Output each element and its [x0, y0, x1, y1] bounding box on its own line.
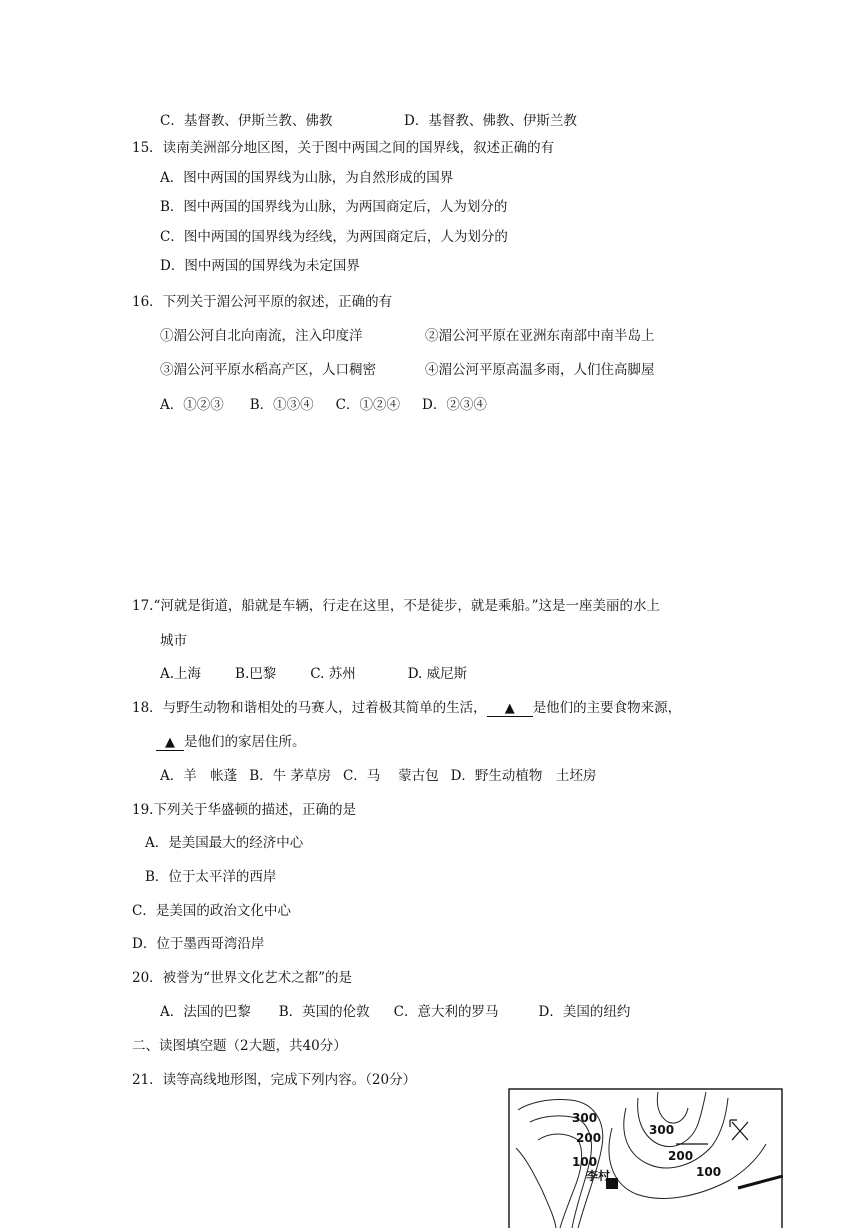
q16-statement-3: ③湄公河平原水稻高产区，人口稠密: [160, 362, 376, 378]
q18-stem-a: 18．与野生动物和谐相处的马赛人，过着极其简单的生活，: [132, 700, 487, 716]
q15-option-d: D．图中两国的国界线为未定国界: [160, 258, 360, 274]
q17-option-c: C. 苏州: [310, 666, 356, 682]
q19-option-c: C．是美国的政治文化中心: [132, 903, 291, 919]
q20-stem: 20．被誉为“世界文化艺术之都”的是: [132, 970, 352, 986]
q18-stem-line2: [156, 733, 306, 751]
q19-option-b: B．位于太平洋的西岸: [145, 869, 277, 885]
q19-option-d: D．位于墨西哥湾沿岸: [132, 936, 265, 952]
section-2-title: 二、读图填空题（2大题，共40分）: [132, 1038, 347, 1054]
q14-option-d: D．基督教、佛教、伊斯兰教: [404, 113, 577, 129]
contour-line: [657, 1092, 688, 1123]
contour-label: 100: [696, 1165, 722, 1179]
contour-line: [638, 1092, 706, 1147]
q17-stem-line2: 城市: [160, 633, 187, 649]
q16-option-c: C．①②④: [335, 397, 401, 413]
q20-options: [160, 1003, 630, 1021]
q16-statement-4: ④湄公河平原高温多雨，人们住高脚屋: [425, 362, 655, 378]
q17-option-a: A.上海: [160, 666, 202, 682]
cross-marker-icon: [732, 1122, 748, 1140]
q18-options: [160, 767, 596, 785]
q18-option-a: A．羊 帐蓬: [160, 768, 238, 784]
q14-option-c: C．基督教、伊斯兰教、佛教: [160, 113, 333, 129]
village-label: 李村: [586, 1169, 611, 1183]
q18-stem-b: 是他们的主要食物来源，: [532, 700, 682, 716]
q16-stem: 16．下列关于湄公河平原的叙述，正确的有: [132, 294, 393, 310]
q16-options: [160, 396, 487, 414]
q18-blank-2[interactable]: ▲: [156, 735, 184, 751]
q20-option-c: C．意大利的罗马: [393, 1004, 499, 1020]
q15-option-a: A．图中两国的国界线为山脉，为自然形成的国界: [160, 170, 454, 186]
contour-label: 300: [572, 1111, 598, 1125]
q18-option-d: D．野生动植物 土坯房: [450, 768, 597, 784]
road-line: [738, 1176, 783, 1188]
contour-label: 300: [649, 1123, 675, 1137]
contour-label: 100: [572, 1155, 598, 1169]
q16-statement-1: ①湄公河自北向南流，注入印度洋: [160, 328, 363, 344]
q17-option-b: B.巴黎: [235, 666, 277, 682]
q18-blank-1[interactable]: ▲: [487, 701, 533, 717]
q16-option-b: B．①③④: [249, 397, 314, 413]
contour-label: 200: [576, 1131, 602, 1145]
q18-stem-c: 是他们的家居住所。: [184, 734, 306, 750]
q16-option-d: D．②③④: [422, 397, 487, 413]
q15-stem: 15．读南美洲部分地区图，关于图中两国之间的国界线，叙述正确的有: [132, 140, 555, 156]
q20-option-b: B．英国的伦敦: [278, 1004, 370, 1020]
q21-stem: 21．读等高线地形图，完成下列内容。（20分）: [132, 1072, 417, 1088]
contour-map-graphic: [508, 1088, 783, 1228]
q17-options: [160, 665, 467, 683]
q15-option-c: C．图中两国的国界线为经线，为两国商定后，人为划分的: [160, 229, 508, 245]
q18-option-c: C．马 蒙古包: [342, 768, 439, 784]
contour-label: 200: [668, 1149, 694, 1163]
q18-stem-line1: [132, 699, 681, 717]
q19-option-a: A．是美国最大的经济中心: [145, 835, 304, 851]
contour-line: [516, 1148, 556, 1228]
q19-stem: 19.下列关于华盛顿的描述，正确的是: [132, 802, 356, 818]
q17-stem-line1: 17.“河就是街道，船就是车辆，行走在这里，不是徒步，就是乘船。”这是一座美丽的水上: [132, 598, 661, 614]
map-border: [509, 1089, 782, 1228]
q15-option-b: B．图中两国的国界线为山脉，为两国商定后，人为划分的: [160, 199, 508, 215]
q20-option-a: A．法国的巴黎: [160, 1004, 251, 1020]
q17-option-d: D. 威尼斯: [407, 666, 468, 682]
q16-option-a: A．①②③: [160, 397, 224, 413]
q16-statement-2: ②湄公河平原在亚洲东南部中南半岛上: [425, 328, 655, 344]
q18-option-b: B．牛 茅草房: [249, 768, 331, 784]
contour-map: [508, 1088, 783, 1228]
q20-option-d: D．美国的纽约: [538, 1004, 631, 1020]
